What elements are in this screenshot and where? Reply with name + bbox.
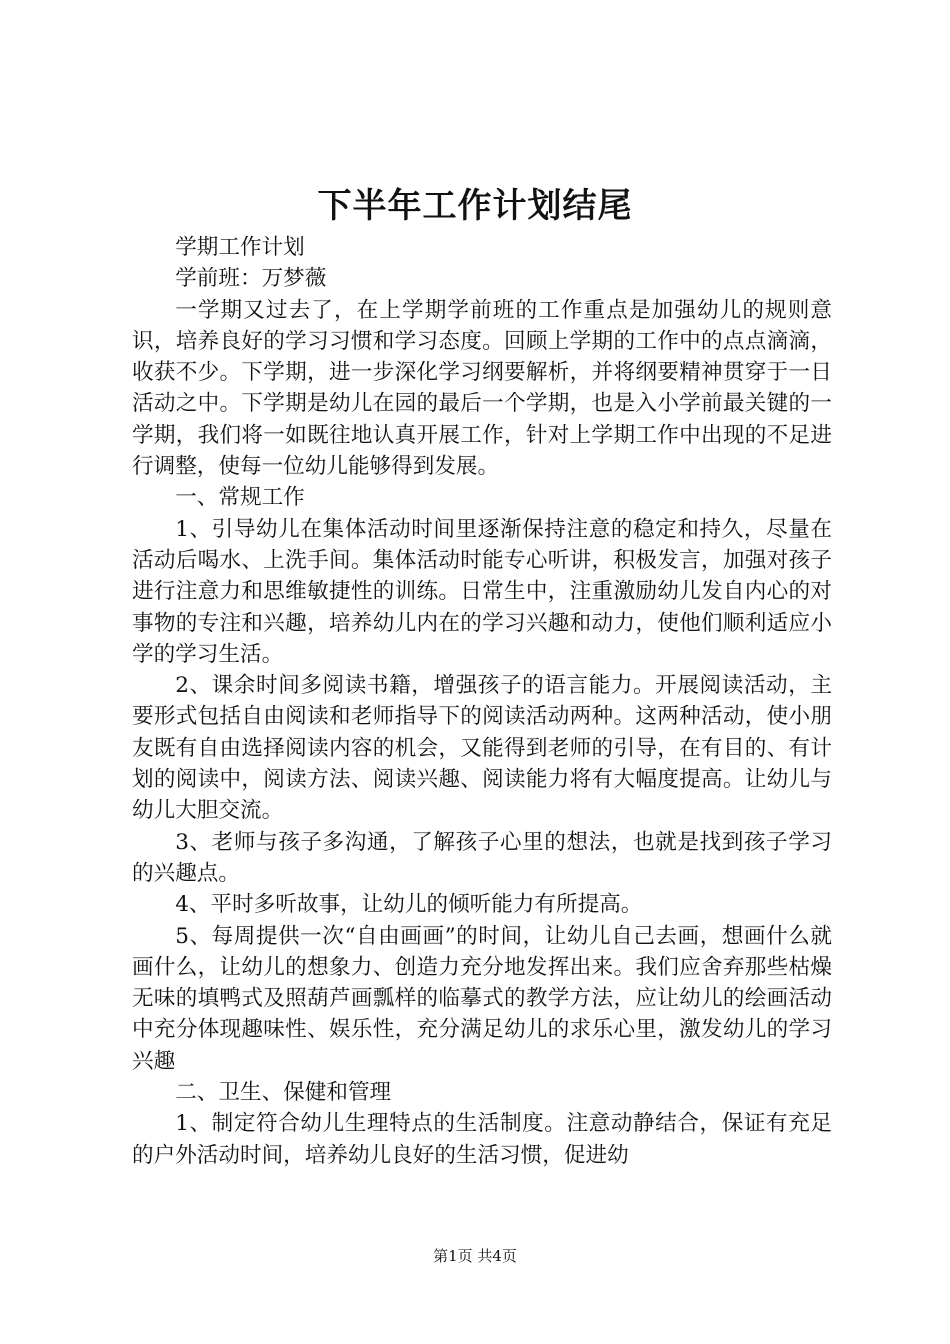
paragraph-item-4: 4、平时多听故事，让幼儿的倾听能力有所提高。 xyxy=(175,892,643,918)
document-title: 下半年工作计划结尾 xyxy=(317,186,633,226)
paragraph-item-3: 3、老师与孩子多沟通，了解孩子心里的想法，也就是找到孩子学习的兴趣点。 xyxy=(132,829,832,886)
section-heading-routine: 一、常规工作 xyxy=(175,485,305,511)
paragraph-subtitle: 学期工作计划 xyxy=(175,235,305,260)
paragraph-item-5: 5、每周提供一次“自由画画”的时间，让幼儿自己去画，想画什么就画什么，让幼儿的想象力、创造力充分地发挥出来。我们应舍弃那些枯燥无味的填鸭式及照葫芦画瓢样的临摹式的教学方法，应让幼儿的绘画活动中充分体现趣味性、娱乐性，充分满足幼儿的求乐心里，激发幼儿的学习兴趣 xyxy=(132,923,832,1074)
paragraph-author: 学前班：万梦薇 xyxy=(175,266,327,292)
paragraph-item-1: 1、引导幼儿在集体活动时间里逐渐保持注意的稳定和持久，尽量在活动后喝水、上洗手间。集体活动时能专心听讲，积极发言，加强对孩子进行注意力和思维敏捷性的训练。日常生中，注重激励幼儿发自内心的对事物的专注和兴趣，培养幼儿内在的学习兴趣和动力，使他们顺利适应小学的学习生活。 xyxy=(132,516,832,667)
paragraph-health-item-1: 1、制定符合幼儿生理特点的生活制度。注意动静结合，保证有充足的户外活动时间，培养幼儿良好的生活习惯，促进幼 xyxy=(132,1111,832,1168)
paragraph-intro: 一学期又过去了，在上学期学前班的工作重点是加强幼儿的规则意识，培养良好的学习习惯和学习态度。回顾上学期的工作中的点点滴滴，收获不少。下学期，进一步深化学习纲要解析，并将纲要精神贯穿于一日活动之中。下学期是幼儿在园的最后一个学期，也是入小学前最关键的一学期，我们将一如既往地认真开展工作，针对上学期工作中出现的不足进行调整，使每一位幼儿能够得到发展。 xyxy=(132,297,832,480)
page-footer: 第1页 共4页 xyxy=(433,1247,517,1265)
paragraph-item-2: 2、课余时间多阅读书籍，增强孩子的语言能力。开展阅读活动，主要形式包括自由阅读和老师指导下的阅读活动两种。这两种活动，使小朋友既有自由选择阅读内容的机会，又能得到老师的引导，在有目的、有计划的阅读中，阅读方法、阅读兴趣、阅读能力将有大幅度提高。让幼儿与幼儿大胆交流。 xyxy=(132,673,832,824)
document-body xyxy=(132,232,832,1171)
section-heading-health: 二、卫生、保健和管理 xyxy=(175,1080,392,1106)
